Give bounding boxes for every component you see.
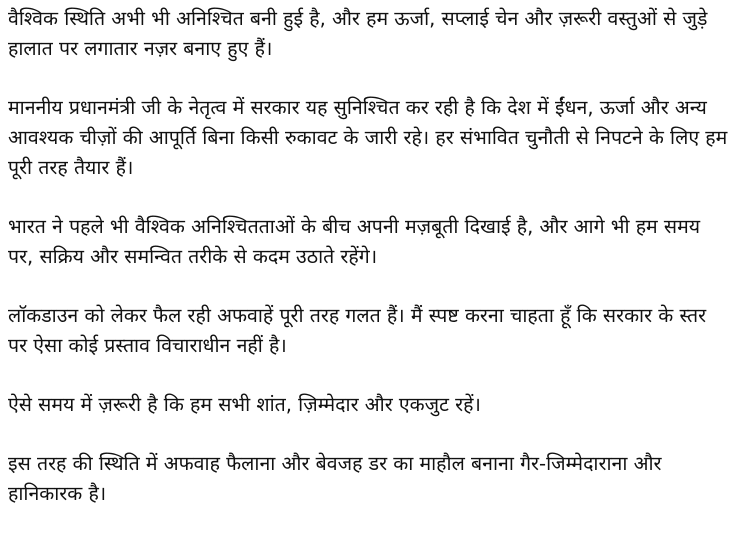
paragraph-lockdown-rumours: लॉकडाउन को लेकर फैल रही अफवाहें पूरी तरह गलत हैं। मैं स्पष्ट करना चाहता हूँ कि सरकार के स्तर पर ऐसा कोई प्रस्ताव विचाराधीन नहीं है। (8, 304, 707, 357)
statement-body (8, 4, 730, 509)
paragraph-rumour-warning: इस तरह की स्थिति में अफवाह फैलाना और बेवजह डर का माहौल बनाना गैर-जिम्मेदाराना और हानिकारक है। (8, 452, 662, 505)
paragraph-global-situation: वैश्विक स्थिति अभी भी अनिश्चित बनी हुई है, और हम ऊर्जा, सप्लाई चेन और ज़रूरी वस्तुओं से जुड़े हालात पर लगातार नज़र बनाए हुए हैं। (8, 7, 708, 60)
paragraph-stay-calm: ऐसे समय में ज़रूरी है कि हम सभी शांत, ज़िम्मेदार और एकजुट रहें। (8, 393, 481, 416)
paragraph-supply-assurance: माननीय प्रधानमंत्री जी के नेतृत्व में सरकार यह सुनिश्चित कर रही है कि देश में ईंधन, ऊर्जा और अन्य आवश्यक चीज़ों की आपूर्ति बिना किसी रुकावट के जारी रहे। हर संभावित चुनौती से निपटने के लिए हम पूरी तरह तैयार हैं। (8, 96, 728, 179)
paragraph-india-resilience: भारत ने पहले भी वैश्विक अनिश्चितताओं के बीच अपनी मज़बूती दिखाई है, और आगे भी हम समय पर, सक्रिय और समन्वित तरीके से कदम उठाते रहेंगे। (8, 215, 701, 268)
